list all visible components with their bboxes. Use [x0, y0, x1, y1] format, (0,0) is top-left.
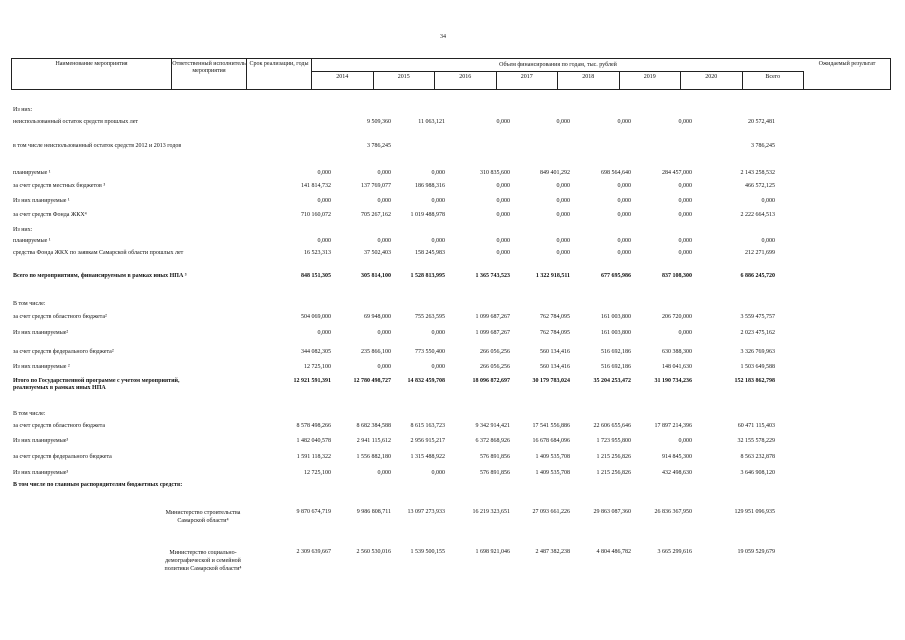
row-value: 576 891,856: [480, 454, 510, 460]
row-value: 0,000: [431, 330, 445, 336]
header-year-4: 2018: [558, 71, 620, 89]
row-label: Из них планируемые ²: [13, 364, 70, 370]
row-value: 27 093 661,226: [532, 509, 570, 515]
row-value: 11 063,121: [418, 119, 445, 125]
row-value: 755 263,595: [415, 314, 445, 320]
row-value: 0,000: [678, 212, 692, 218]
row-value: 129 951 096,935: [734, 509, 775, 515]
row-value: 0,000: [317, 198, 331, 204]
row-value: 8 615 163,723: [410, 423, 445, 429]
row-value: 0,000: [556, 250, 570, 256]
row-value: 266 056,256: [480, 364, 510, 370]
row-label: планируемые ¹: [13, 170, 51, 176]
row-value: 1 539 500,155: [410, 549, 445, 555]
row-value: 12 780 498,727: [353, 378, 391, 384]
row-value: 16 219 323,651: [472, 509, 510, 515]
page-number: 34: [440, 34, 446, 40]
row-value: 837 108,300: [662, 273, 692, 279]
row-value: 2 023 475,162: [740, 330, 775, 336]
row-value: 1 215 256,826: [596, 454, 631, 460]
row-value: 560 134,416: [540, 349, 570, 355]
row-value: 9 342 914,421: [475, 423, 510, 429]
row-value: 3 559 475,757: [740, 314, 775, 320]
row-value: 186 988,316: [415, 183, 445, 189]
row-value: 2 941 115,612: [356, 438, 391, 444]
row-value: 1 698 921,046: [475, 549, 510, 555]
row-value: 206 720,000: [662, 314, 692, 320]
row-value: 0,000: [496, 198, 510, 204]
row-value: 1 215 256,826: [596, 470, 631, 476]
row-value: 2 560 530,016: [356, 549, 391, 555]
row-value: 8 563 232,878: [740, 454, 775, 460]
row-value: 0,000: [678, 438, 692, 444]
row-value: 0,000: [496, 238, 510, 244]
row-value: 344 082,305: [301, 349, 331, 355]
row-value: 432 498,630: [662, 470, 692, 476]
row-value: 576 891,856: [480, 470, 510, 476]
row-value: 0,000: [431, 364, 445, 370]
row-value: 0,000: [617, 250, 631, 256]
row-value: 0,000: [377, 470, 391, 476]
header-year-0: 2014: [312, 71, 374, 89]
row-value: 1 482 040,578: [296, 438, 331, 444]
row-value: 3 646 908,120: [740, 470, 775, 476]
row-label: Из них планируемые²: [13, 330, 69, 336]
row-value: 12 921 591,391: [293, 378, 331, 384]
row-value: 152 183 862,798: [734, 378, 775, 384]
row-value: 0,000: [377, 198, 391, 204]
row-value: 161 003,800: [601, 314, 631, 320]
row-label: В том числе по главным распорядителям бюджетных средств:: [13, 482, 183, 488]
org-label: Министерство строительства Самарской области⁴: [165, 510, 241, 524]
row-value: 20 572,481: [748, 119, 775, 125]
row-value: 148 041,630: [662, 364, 692, 370]
row-value: 2 222 664,513: [740, 212, 775, 218]
row-value: 705 267,162: [361, 212, 391, 218]
row-value: 284 457,000: [662, 170, 692, 176]
row-value: 914 845,300: [662, 454, 692, 460]
table-header: [11, 58, 891, 90]
row-value: 1 099 687,267: [475, 314, 510, 320]
row-value: 0,000: [617, 119, 631, 125]
row-value: 0,000: [761, 238, 775, 244]
row-value: 1 099 687,267: [475, 330, 510, 336]
row-label: Из них планируемые³: [13, 470, 69, 476]
row-label: за счет средств Фонда ЖКХ⁴: [13, 212, 87, 218]
row-label: В том числе:: [13, 301, 46, 307]
row-value: 0,000: [617, 238, 631, 244]
row-value: 630 388,300: [662, 349, 692, 355]
row-label: планируемые ¹: [13, 238, 51, 244]
row-value: 0,000: [556, 119, 570, 125]
row-value: 2 956 915,217: [410, 438, 445, 444]
row-value: 0,000: [377, 330, 391, 336]
row-value: 3 326 769,963: [740, 349, 775, 355]
row-value: 504 069,000: [301, 314, 331, 320]
row-value: 19 059 529,679: [737, 549, 775, 555]
row-value: 137 769,077: [361, 183, 391, 189]
row-value: 1 315 488,922: [410, 454, 445, 460]
row-value: 30 179 783,024: [532, 378, 570, 384]
row-value: 16 523,313: [304, 250, 331, 256]
row-value: 60 471 115,403: [737, 423, 775, 429]
row-value: 1 409 535,708: [535, 470, 570, 476]
row-value: 0,000: [617, 212, 631, 218]
row-value: 762 784,095: [540, 314, 570, 320]
row-value: 1 528 813,995: [410, 273, 445, 279]
row-value: 698 564,640: [601, 170, 631, 176]
row-value: 6 372 868,926: [475, 438, 510, 444]
row-value: 0,000: [496, 119, 510, 125]
row-value: 1 409 535,708: [535, 454, 570, 460]
row-value: 266 056,256: [480, 349, 510, 355]
row-value: 9 870 674,719: [296, 509, 331, 515]
row-value: 8 682 384,588: [356, 423, 391, 429]
row-value: 0,000: [377, 170, 391, 176]
header-year-1: 2015: [374, 71, 436, 89]
row-value: 141 814,732: [301, 183, 331, 189]
row-value: 8 578 498,266: [296, 423, 331, 429]
row-value: 0,000: [678, 250, 692, 256]
row-value: 0,000: [678, 183, 692, 189]
row-value: 69 948,000: [364, 314, 391, 320]
row-value: 2 143 258,532: [740, 170, 775, 176]
row-value: 0,000: [678, 198, 692, 204]
row-value: 158 245,983: [415, 250, 445, 256]
row-value: 305 814,100: [361, 273, 391, 279]
row-label: за счет средств федерального бюджета²: [13, 349, 114, 355]
row-value: 12 725,100: [304, 364, 331, 370]
row-label: за счет средств местных бюджетов ³: [13, 183, 106, 189]
row-value: 0,000: [431, 238, 445, 244]
row-value: 16 678 684,096: [532, 438, 570, 444]
row-value: 0,000: [556, 238, 570, 244]
row-value: 3 665 299,616: [657, 549, 692, 555]
row-value: 0,000: [377, 238, 391, 244]
row-value: 17 897 214,396: [654, 423, 692, 429]
row-value: 2 309 639,667: [296, 549, 331, 555]
row-value: 235 866,100: [361, 349, 391, 355]
row-label: Итого по Государственной программе с учетом мероприятий, реализуемых в рамках иных НПА: [13, 378, 180, 391]
row-value: 0,000: [556, 198, 570, 204]
header-year-3: 2017: [497, 71, 559, 89]
row-value: 677 695,986: [601, 273, 631, 279]
row-value: 762 784,095: [540, 330, 570, 336]
row-label: в том числе неиспользованный остаток средств 2012 и 2013 годов: [13, 143, 182, 149]
row-label: неиспользованный остаток средств прошлых лет: [13, 119, 139, 125]
header-responsible: Ответственный исполнитель мероприятия: [172, 59, 247, 89]
row-value: 516 692,186: [601, 349, 631, 355]
row-value: 710 160,072: [301, 212, 331, 218]
row-value: 1 591 118,322: [296, 454, 331, 460]
row-value: 0,000: [678, 119, 692, 125]
header-year-5: 2019: [620, 71, 682, 89]
row-value: 0,000: [317, 330, 331, 336]
row-value: 0,000: [761, 198, 775, 204]
row-value: 26 836 367,950: [654, 509, 692, 515]
row-value: 2 487 382,238: [535, 549, 570, 555]
row-value: 0,000: [556, 183, 570, 189]
row-value: 35 204 253,472: [593, 378, 631, 384]
row-label: В том числе:: [13, 411, 46, 417]
row-value: 31 190 734,236: [654, 378, 692, 384]
row-value: 22 606 655,646: [593, 423, 631, 429]
header-year-2: 2016: [435, 71, 497, 89]
row-value: 560 134,416: [540, 364, 570, 370]
row-value: 161 003,800: [601, 330, 631, 336]
row-value: 466 572,125: [745, 183, 775, 189]
row-value: 6 886 245,720: [740, 273, 775, 279]
row-value: 1 019 488,978: [410, 212, 445, 218]
row-value: 1 556 882,180: [356, 454, 391, 460]
row-value: 37 502,403: [364, 250, 391, 256]
row-value: 0,000: [556, 212, 570, 218]
row-value: 13 097 273,933: [407, 509, 445, 515]
row-value: 17 541 556,886: [532, 423, 570, 429]
row-value: 0,000: [496, 212, 510, 218]
row-value: 29 863 087,360: [593, 509, 631, 515]
row-value: 3 786,245: [751, 143, 775, 149]
row-value: 0,000: [317, 238, 331, 244]
row-value: 0,000: [431, 170, 445, 176]
row-value: 1 503 649,588: [740, 364, 775, 370]
row-label: Из них:: [13, 107, 33, 113]
row-label: Всего по мероприятиям, финансируемым в рамках иных НПА ³: [13, 273, 187, 279]
header-financing: Объем финансирования по годам, тыс. рублей: [499, 62, 617, 68]
header-result: Ожидаемый результат: [818, 61, 876, 67]
row-value: 0,000: [617, 198, 631, 204]
header-name: Наименование мероприятия: [12, 59, 172, 89]
row-value: 0,000: [678, 330, 692, 336]
header-term: Срок реализации, годы: [247, 59, 312, 89]
header-year-7: Всего: [743, 71, 805, 89]
row-value: 32 155 578,229: [737, 438, 775, 444]
row-label: Из них планируемые ¹: [13, 198, 70, 204]
row-value: 3 786,245: [367, 143, 391, 149]
row-value: 0,000: [678, 238, 692, 244]
row-value: 1 365 743,523: [475, 273, 510, 279]
row-label: за счет средств областного бюджета²: [13, 314, 107, 320]
row-value: 0,000: [496, 250, 510, 256]
row-label: Из них:: [13, 227, 33, 233]
row-value: 0,000: [431, 198, 445, 204]
row-value: 9 986 808,711: [356, 509, 391, 515]
row-value: 12 725,100: [304, 470, 331, 476]
row-value: 848 151,305: [301, 273, 331, 279]
row-value: 0,000: [431, 470, 445, 476]
row-label: за счет средств областного бюджета: [13, 423, 106, 429]
row-label: Из них планируемые³: [13, 438, 69, 444]
row-value: 18 096 872,697: [472, 378, 510, 384]
row-value: 849 401,292: [540, 170, 570, 176]
row-value: 516 692,186: [601, 364, 631, 370]
row-value: 1 322 918,511: [535, 273, 570, 279]
row-value: 14 832 459,708: [407, 378, 445, 384]
row-value: 4 804 486,782: [596, 549, 631, 555]
row-value: 0,000: [377, 364, 391, 370]
row-value: 310 835,600: [480, 170, 510, 176]
row-label: средства Фонда ЖКХ по заявкам Самарской области прошлых лет: [13, 250, 184, 256]
row-value: 0,000: [317, 170, 331, 176]
row-value: 9 509,360: [367, 119, 391, 125]
row-value: 0,000: [496, 183, 510, 189]
row-value: 0,000: [617, 183, 631, 189]
row-value: 212 271,699: [745, 250, 775, 256]
header-year-6: 2020: [681, 71, 743, 89]
row-value: 773 550,400: [415, 349, 445, 355]
org-label: Министерство социально-демографической и семейной политики Самарской области⁴: [164, 550, 242, 572]
row-value: 1 723 955,800: [596, 438, 631, 444]
row-label: за счет средств федерального бюджета: [13, 454, 112, 460]
